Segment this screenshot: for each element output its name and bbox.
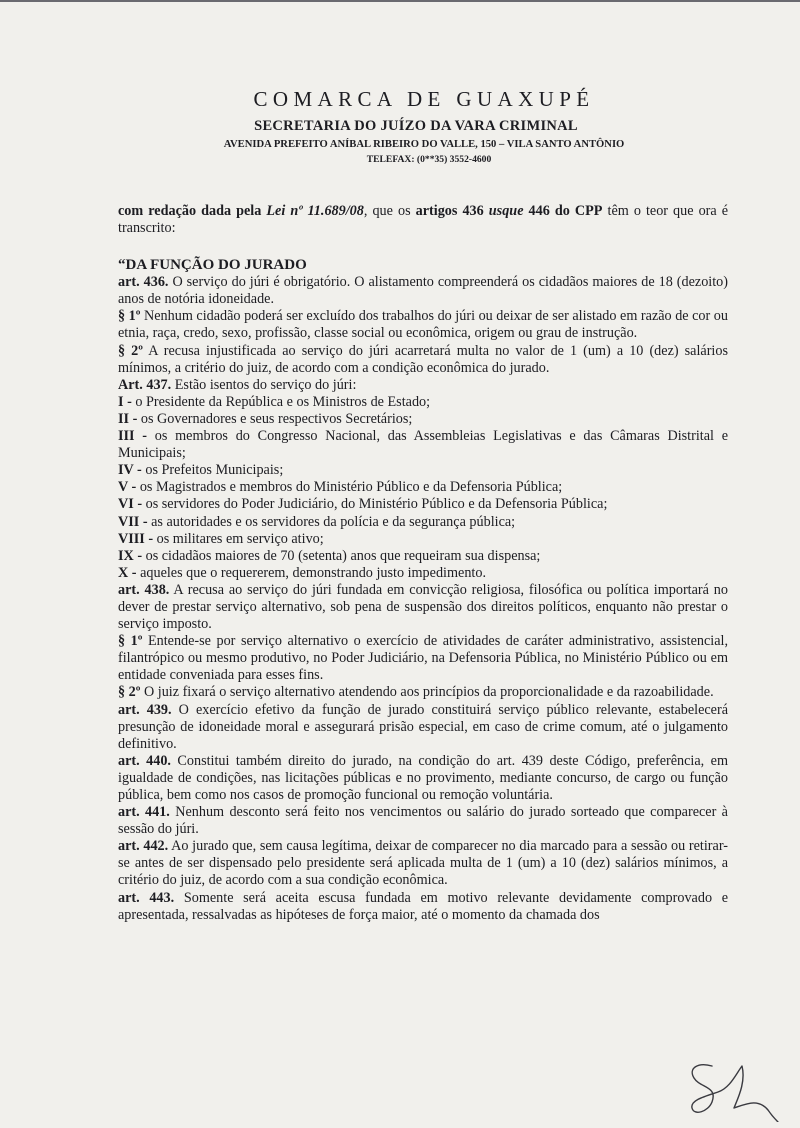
article-439 [118, 702, 728, 753]
article-text: Constitui também direito do jurado, na condição do art. 439 deste Código, preferência, em igualdade de condições, nas licitações públicas e no provimento, mediante concurso, de cargo ou função pública, bem como nos casos de promoção funcional ou remoção voluntária. [118, 752, 728, 803]
article-438-paragraph-1 [118, 633, 728, 684]
intro-paragraph [118, 203, 728, 237]
article-437-item-vi [118, 496, 728, 513]
article-438 [118, 582, 728, 633]
article-437-item-viii [118, 531, 728, 548]
item-label: VII - [118, 513, 148, 530]
item-text: os membros do Congresso Nacional, das Assembleias Legislativas e das Câmaras Distrital e Municipais; [118, 428, 729, 462]
article-label: Art. 437. [118, 376, 172, 393]
article-text: Nenhum desconto será feito nos vencimentos ou salário do jurado sorteado que comparecer à sessão do júri. [118, 804, 728, 838]
section-title: “DA FUNÇÃO DO JURADO [118, 257, 307, 274]
item-label: III - [118, 428, 148, 445]
item-text: os Governadores e seus respectivos Secretários; [137, 410, 413, 427]
item-label: IX - [118, 547, 143, 564]
article-437-item-iii [118, 428, 728, 462]
article-label: § 2º [118, 684, 141, 701]
intro-text-1: , que os [363, 203, 411, 219]
article-label: § 1º [118, 308, 141, 325]
article-text: A recusa ao serviço do júri fundada em convicção religiosa, filosófica ou política importará no dever de prestar serviço alternativo, sob pena de suspensão dos direitos políticos, enquanto não prestar o serviço imposto. [118, 581, 728, 633]
article-text: O exercício efetivo da função de jurado constituirá serviço público relevante, estabelecerá presunção de idoneidade moral e assegurará prisão especial, em caso de crime comum, até o julgamento definitivo. [118, 701, 728, 752]
court-address: AVENIDA PREFEITO ANÍBAL RIBEIRO DO VALLE, 150 – VILA SANTO ANTÔNIO [223, 139, 625, 150]
item-label: I - [118, 393, 132, 410]
article-437-item-x [118, 565, 728, 582]
article-text: Nenhum cidadão poderá ser excluído dos trabalhos do júri ou deixar de ser alistado em razão de cor ou etnia, raça, credo, sexo, profissão, classe social ou econômica, origem ou grau de instrução. [118, 308, 728, 342]
article-437-item-ix [118, 548, 728, 565]
article-label: art. 436. [118, 274, 169, 291]
article-438-paragraph-2 [118, 684, 728, 701]
item-text: as autoridades e os servidores da polícia e da segurança pública; [147, 513, 516, 530]
item-text: os Magistrados e membros do Ministério Público e da Defensoria Pública; [136, 479, 563, 496]
item-label: II - [118, 410, 138, 427]
article-437-item-vii [118, 514, 728, 531]
article-label: art. 440. [118, 752, 171, 769]
article-440 [118, 753, 728, 804]
signature-initials [672, 1052, 782, 1122]
page-top-edge [0, 0, 800, 2]
item-text: os militares em serviço ativo; [153, 530, 324, 547]
intro-text-2: têm o teor que ora é transcrito: [118, 203, 729, 237]
article-text: O serviço do júri é obrigatório. O alistamento compreenderá os cidadãos maiores de 18 (dezoito) anos de notória idoneidade. [118, 274, 728, 308]
item-label: IV - [118, 462, 142, 479]
intro-cpp: 446 do CPP [528, 203, 603, 219]
item-label: V - [118, 479, 137, 496]
intro-lei: Lei nº 11.689/08 [266, 203, 364, 219]
court-office: SECRETARIA DO JUÍZO DA VARA CRIMINAL [254, 118, 578, 134]
article-text: Ao jurado que, sem causa legítima, deixar de comparecer no dia marcado para a sessão ou retirar-se antes de ser dispensado pelo presidente será aplicada multa de 1 (um) a 10 (dez) salários mínimos, a critério do juiz, de acordo com a sua condição econômica. [118, 838, 728, 889]
article-437-item-ii [118, 411, 728, 428]
document-body [118, 203, 728, 924]
article-437-item-iv [118, 462, 728, 479]
article-443 [118, 890, 728, 924]
court-name: COMARCA DE GUAXUPÉ [253, 87, 595, 111]
article-label: art. 441. [118, 804, 170, 821]
article-label: § 2º [118, 342, 143, 359]
item-label: X - [118, 564, 137, 581]
article-label: § 1º [118, 633, 143, 650]
article-442 [118, 838, 728, 889]
item-text: o Presidente da República e os Ministros de Estado; [131, 393, 431, 410]
intro-redacao: com redação dada pela [118, 203, 262, 219]
article-436-paragraph-2 [118, 343, 728, 377]
article-text: Somente será aceita escusa fundada em motivo relevante devidamente comprovado e apresentada, ressalvadas as hipóteses de força maior, até o momento da chamada dos [118, 889, 729, 923]
article-436 [118, 274, 728, 308]
intro-usque: usque [488, 203, 524, 219]
article-text: Entende-se por serviço alternativo o exercício de atividades de caráter administrativo, assistencial, filantrópico ou mesmo produtivo, no Poder Judiciário, na Defensoria Pública, no Ministério Público ou em entidade conveniada para esses fins. [118, 633, 728, 684]
item-text: aqueles que o requererem, demonstrando justo impedimento. [136, 564, 486, 581]
court-telefax: TELEFAX: (0**35) 3552-4600 [366, 154, 492, 165]
article-text: Estão isentos do serviço do júri: [171, 376, 357, 393]
article-text: A recusa injustificada ao serviço do júri acarretará multa no valor de 1 (um) a 10 (dez) salários mínimos, a critério do juiz, de acordo com a condição econômica do jurado. [118, 342, 728, 376]
item-label: VI - [118, 496, 143, 513]
article-label: art. 438. [118, 581, 170, 598]
article-441 [118, 804, 728, 838]
item-label: VIII - [118, 530, 154, 547]
article-437-item-i [118, 394, 728, 411]
article-text: O juiz fixará o serviço alternativo atendendo aos princípios da proporcionalidade e da razoabilidade. [140, 684, 714, 701]
article-label: art. 443. [118, 889, 175, 906]
intro-artigos: artigos 436 [415, 203, 484, 219]
article-437 [118, 377, 728, 394]
item-text: os Prefeitos Municipais; [141, 462, 284, 479]
article-label: art. 439. [118, 701, 172, 718]
item-text: os cidadãos maiores de 70 (setenta) anos que requeiram sua dispensa; [142, 547, 541, 564]
article-436-paragraph-1 [118, 308, 728, 342]
article-437-item-v [118, 479, 728, 496]
article-label: art. 442. [118, 838, 169, 855]
item-text: os servidores do Poder Judiciário, do Ministério Público e da Defensoria Pública; [142, 496, 608, 513]
document-header [0, 86, 800, 166]
